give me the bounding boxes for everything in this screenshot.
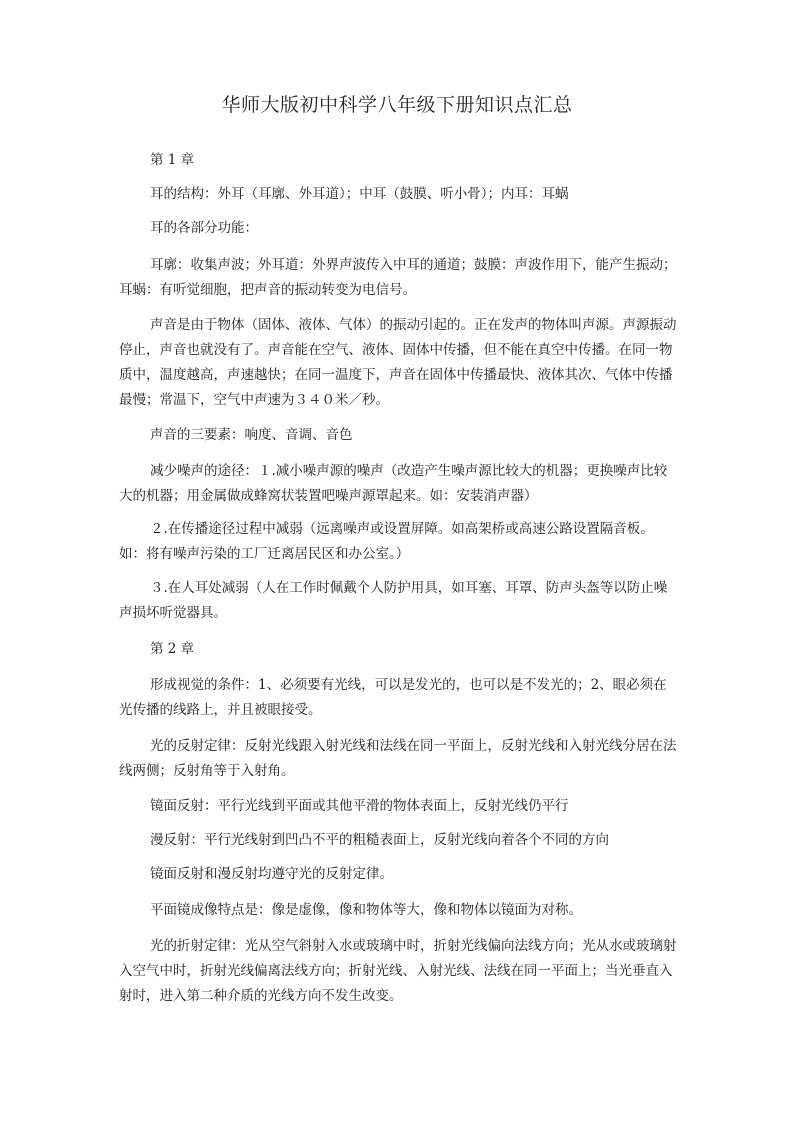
paragraph-noise-reduction-1: 减少噪声的途径：１.减小噪声源的噪声（改造产生噪声源比较大的机器；更换噪声比较大的机器；用金属做成蜂窝状装置吧噪声源罩起来。如：安装消声器） xyxy=(119,463,668,504)
paragraph-diffuse-reflection: 漫反射：平行光线射到凹凸不平的粗糙表面上，反射光线向着各个不同的方向 xyxy=(150,832,609,848)
paragraph-reflection-law: 光的反射定律：反射光线跟入射光线和法线在同一平面上，反射光线和入射光线分居在法线两侧；反射角等于入射角。 xyxy=(119,738,677,779)
paragraph-reflection-note: 镜面反射和漫反射均遵守光的反射定律。 xyxy=(150,866,393,882)
paragraph-noise-reduction-2: ２.在传播途径过程中减弱（远离噪声或设置屏障。如高架桥或高速公路设置隔音板。如：将有噪声污染的工厂迁离居民区和办公室。） xyxy=(119,521,654,562)
paragraph-ear-functions-heading: 耳的各部分功能： xyxy=(150,220,258,236)
chapter-2-heading: 第 2 章 xyxy=(150,641,195,657)
paragraph-noise-reduction-3: ３.在人耳处减弱（人在工作时佩戴个人防护用具，如耳塞、耳罩、防声头盔等以防止噪声损坏听觉器具。 xyxy=(119,580,668,621)
paragraph-specular-reflection: 镜面反射：平行光线到平面或其他平滑的物体表面上，反射光线仍平行 xyxy=(150,798,569,814)
paragraph-ear-functions: 耳廓：收集声波；外耳道：外界声波传入中耳的通道；鼓膜：声波作用下，能产生振动；耳蜗：有听觉细胞，把声音的振动转变为电信号。 xyxy=(119,257,677,298)
paragraph-sound-source: 声音是由于物体（固体、液体、气体）的振动引起的。正在发声的物体叫声源。声源振动停止，声音也就没有了。声音能在空气、液体、固体中传播，但不能在真空中传播。在同一物质中，温度越高，声速越快；在同一温度下，声音在固体中传播最快、液体其次、气体中传播最慢；常温下，空气中声速为３４０米／秒。 xyxy=(119,317,677,408)
paragraph-sound-elements: 声音的三要素：响度、音调、音色 xyxy=(150,427,353,443)
document-title: 华师大版初中科学八年级下册知识点汇总 xyxy=(221,94,573,116)
paragraph-vision-conditions: 形成视觉的条件：1、必须要有光线，可以是发光的，也可以是不发光的；2、眼必须在光传播的线路上，并且被眼接受。 xyxy=(119,677,667,718)
paragraph-ear-structure: 耳的结构：外耳（耳廓、外耳道）；中耳（鼓膜、听小骨）；内耳：耳蜗 xyxy=(150,186,569,202)
paragraph-refraction-law: 光的折射定律：光从空气斜射入水或玻璃中时，折射光线偏向法线方向；光从水或玻璃射入空气中时，折射光线偏离法线方向；折射光线、入射光线、法线在同一平面上；当光垂直入射时，进入第二种介质的光线方向不发生改变。 xyxy=(119,938,677,1004)
paragraph-plane-mirror: 平面镜成像特点是：像是虚像，像和物体等大，像和物体以镜面为对称。 xyxy=(150,902,582,918)
chapter-1-heading: 第 1 章 xyxy=(150,152,195,168)
